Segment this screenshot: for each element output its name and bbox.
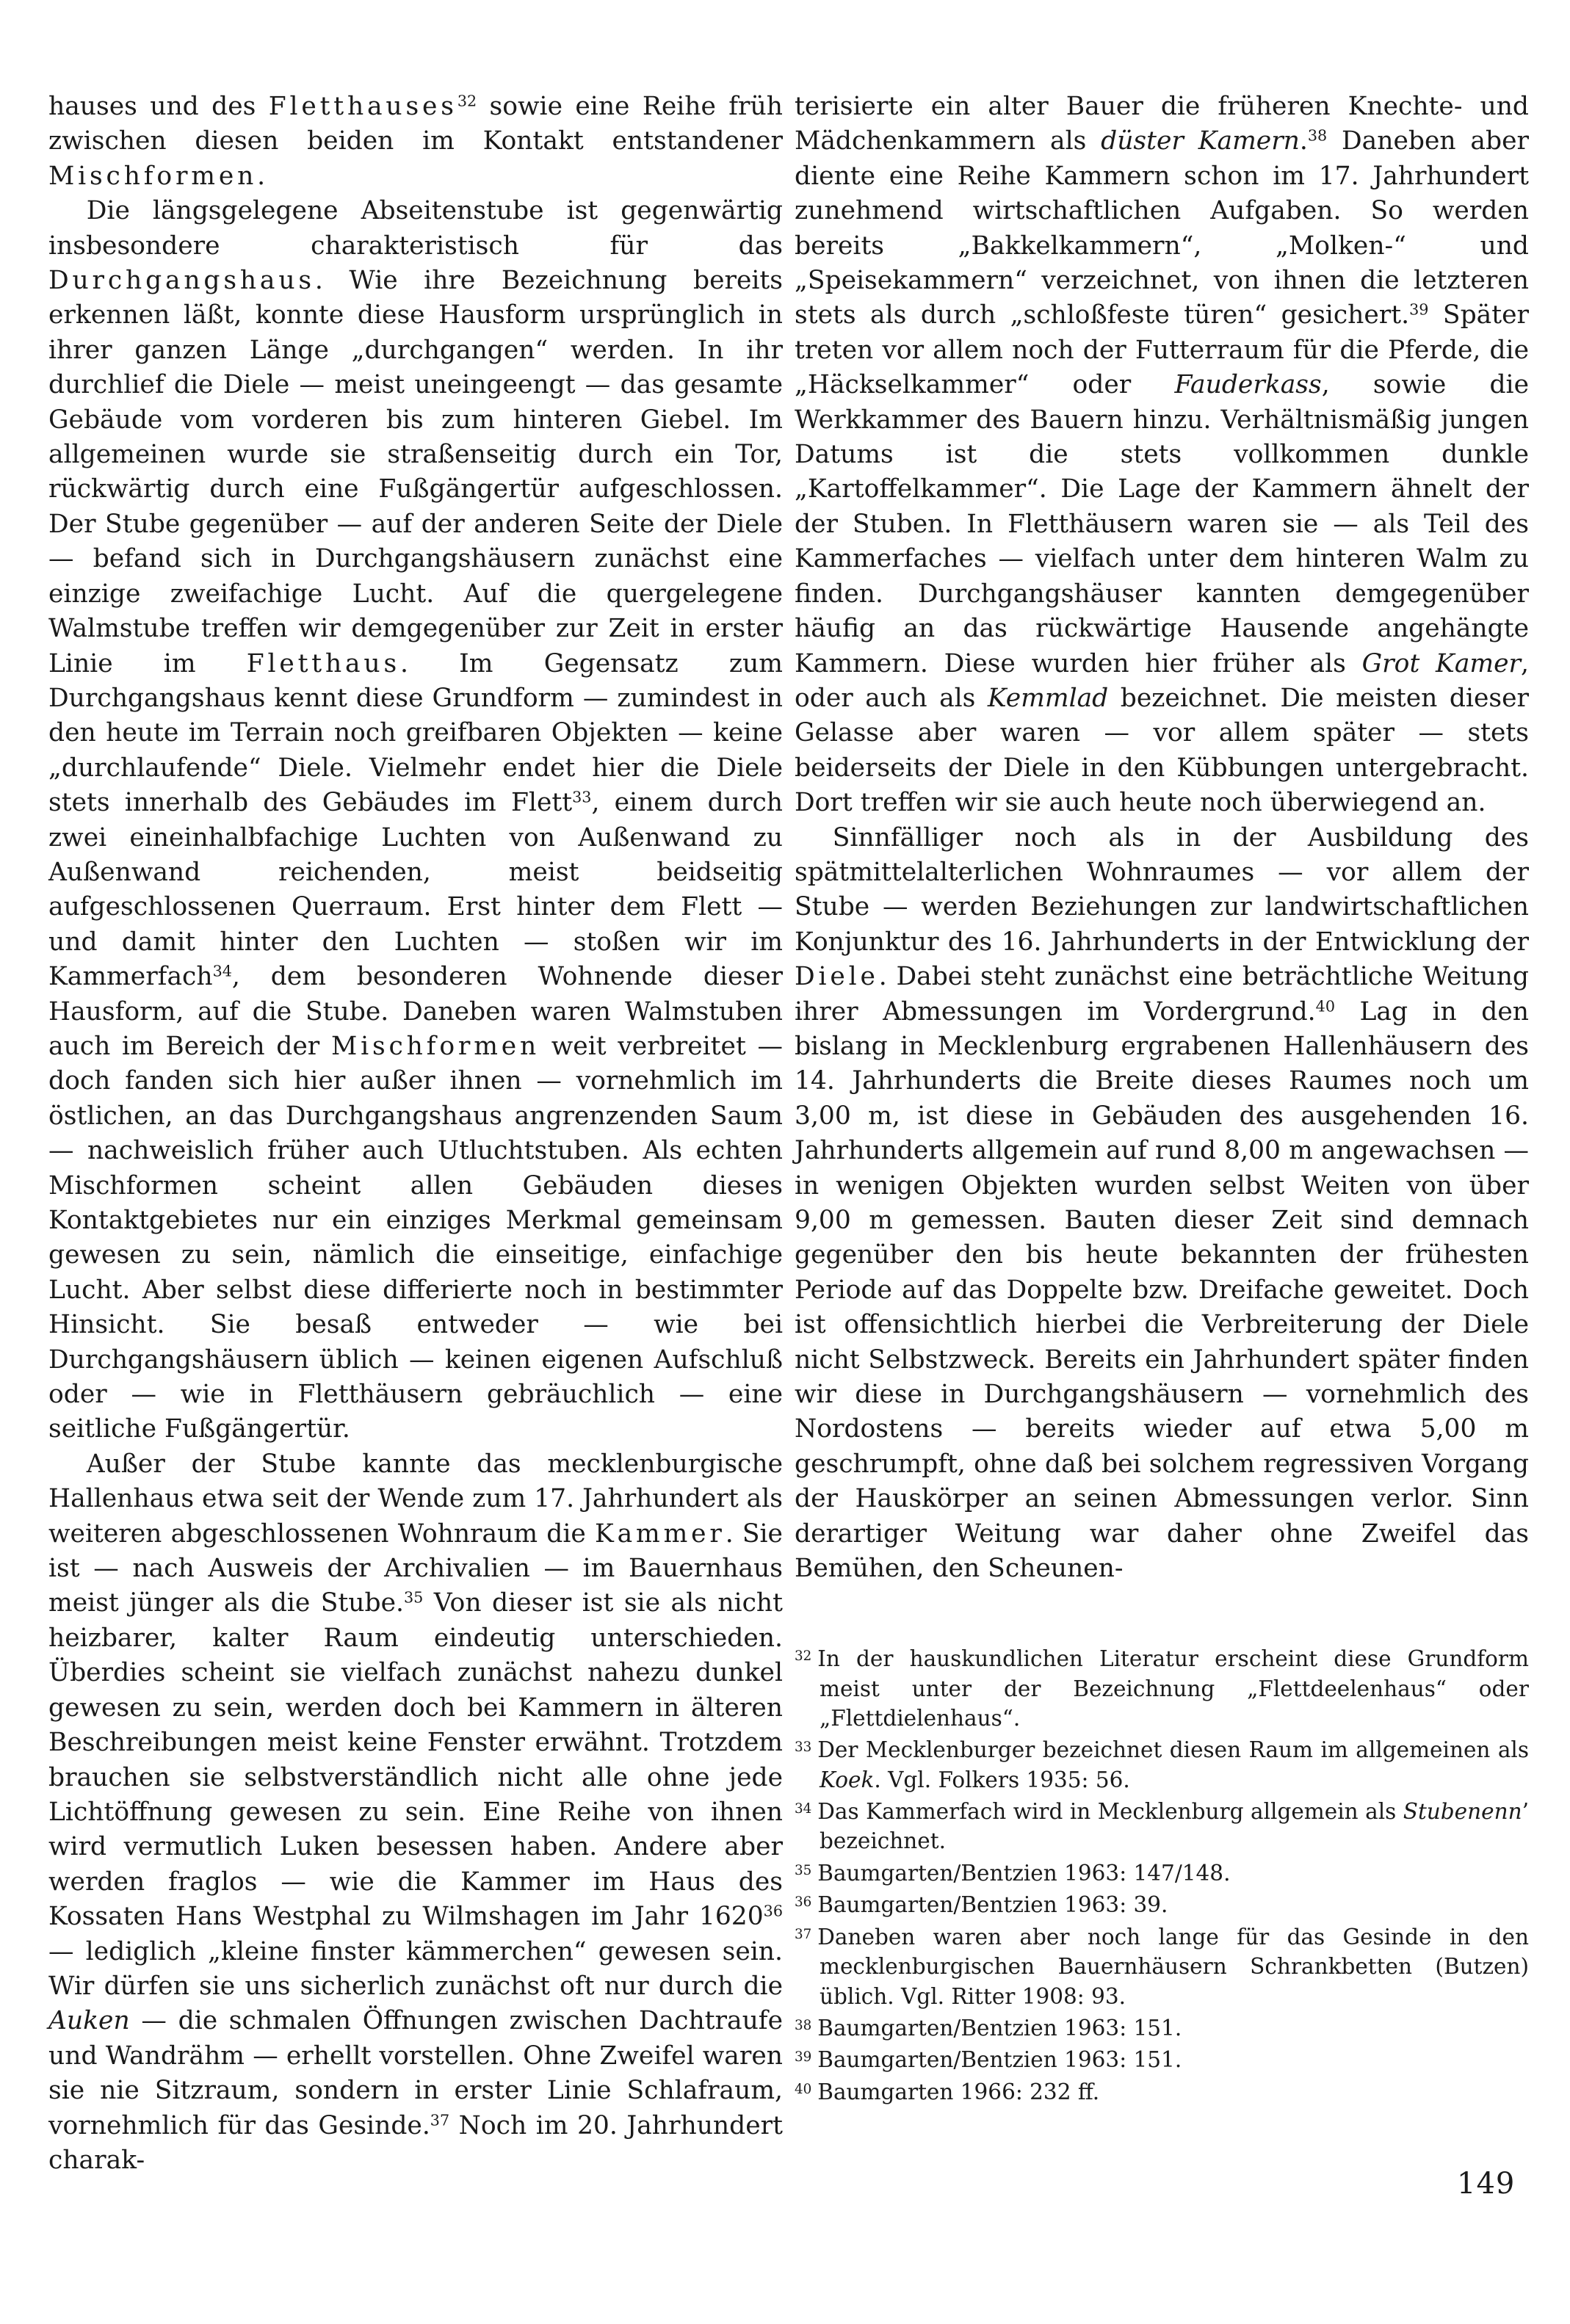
text-run: .	[1299, 126, 1308, 156]
footnote-number: 35	[795, 1862, 812, 1878]
text-run: . Sie ist — nach Ausweis der Archivalien — im Bauernhaus meist jünger als die Stube.	[48, 1518, 783, 1618]
footnote	[795, 2011, 1529, 2044]
italic-term: Grot Kamer	[1361, 648, 1522, 678]
footnote-number: 36	[795, 1894, 812, 1911]
text-run: Noch im 20. Jahrhundert charak-	[48, 2110, 784, 2175]
footnote	[795, 1733, 1529, 1795]
footnote-ref: 40	[1315, 997, 1335, 1016]
text-run: Lag in den bislang in Mecklenburg ergrabenen Hallenhäusern des 14. Jahrhunderts die Breite dieses Raumes noch um 3,00 m, ist diese in Gebäuden des ausgehenden 16. Jahrhunderts allgemein auf rund 8,00 m angewachsen — in wenigen Objekten wurden selbst Weiten von über 9,00 m gemessen. Bauten dieser Zeit sind demnach gegenüber den bis heute bekannten der frühesten Periode auf das Doppelte bzw. Dreifache geweitet. Doch ist offensichtlich hierbei die Verbreiterung der Diele nicht Selbstzweck. Bereits ein Jahrhundert später finden wir diese in Durchgangshäusern — vornehmlich des Nordostens — bereits wieder auf etwa 5,00 m geschrumpft, ohne daß bei solchem regressiven Vorgang der Hauskörper an seinen Abmessungen verlor. Sinn derartiger Weitung war daher ohne Zweifel das Bemühen, den Scheunen-	[795, 996, 1529, 1584]
text-run: terisierte ein alter Bauer die früheren Knechte- und Mädchenkammern als	[795, 92, 1529, 156]
footnote	[795, 1795, 1529, 1856]
text-run: Von dieser ist sie als nicht heizbarer, kalter Raum eindeutig unterschieden. Überdies scheint sie vielfach zunächst nahezu dunkel gewesen zu sein, werden doch bei Kammern in älteren Beschreibungen meist keine Fenster erwähnt. Trotzdem brauchen sie selbstverständlich nicht alle ohne jede Lichtöffnung gewesen zu sein. Eine Reihe von ihnen wird vermutlich Luken besessen haben. Andere aber werden fraglos — wie die Kammer im Haus des Kossaten Hans Westphal zu Wilmshagen im Jahr 1620	[48, 1588, 783, 1932]
spaced-term: Kammer	[595, 1518, 726, 1549]
footnote-ref: 34	[212, 962, 232, 980]
footnote-ref: 35	[403, 1589, 424, 1607]
text-run: Das Kammerfach wird in Mecklenburg allgemein als	[817, 1799, 1403, 1825]
footnote-ref: 39	[1409, 301, 1429, 319]
footnote	[795, 1642, 1529, 1733]
text-run: Außer der Stube kannte das mecklenburgische Hallenhaus etwa seit der Wende zum 17. Jahrhundert als weiteren abgeschlossenen Wohnraum die	[48, 1449, 783, 1549]
text-run: Der Mecklenburger bezeichnet diesen Raum im allgemeinen als	[817, 1737, 1529, 1763]
footnote-number: 37	[795, 1926, 812, 1942]
text-run: Baumgarten/Bentzien 1963: 151.	[817, 2016, 1182, 2041]
text-run: — die schmalen Öffnungen zwischen Dachtraufe und Wandrähm — erhellt vorstellen. Ohne Zweifel waren sie nie Sitzraum, sondern in erster Linie Schlafraum, vornehmlich für das Gesinde.	[48, 2006, 783, 2140]
right-text-column	[795, 90, 1529, 1586]
left-text-column	[48, 90, 783, 2178]
italic-term: Koek	[820, 1767, 875, 1792]
spaced-term: Fletthauses	[268, 92, 457, 121]
paragraph	[48, 90, 783, 194]
text-run: . Dabei steht zunächst eine beträchtliche Weitung ihrer Abmessungen im Vordergrund.	[795, 962, 1529, 1027]
footnote-ref: 38	[1307, 127, 1328, 145]
footnote	[795, 2043, 1529, 2075]
spaced-term: Mischformen	[330, 1031, 540, 1061]
footnote-ref: 32	[457, 92, 477, 110]
text-run: Daneben aber diente eine Reihe Kammern schon im 17. Jahrhundert zunehmend wirtschaftlichen Aufgaben. So werden bereits „Bakkelkammern“, „Molken-“ und „Speisekammern“ verzeichnet, von ihnen die letzteren stets als durch „schloßfeste türen“ gesichert.	[795, 126, 1529, 330]
text-run: . Im Gegensatz zum Durchgangshaus kennt diese Grundform — zumindest in den heute im Terrain noch greifbaren Objekten — keine „durchlaufende“ Diele. Vielmehr endet hier die Diele stets innerhalb des Gebäudes im Flett	[48, 648, 783, 818]
footnote	[795, 1888, 1529, 1920]
italic-term: Kemmlad	[987, 683, 1109, 713]
spaced-term: Durchgangshaus	[48, 266, 315, 296]
footnote-number: 33	[795, 1740, 812, 1756]
page-number: 149	[1457, 2167, 1516, 2201]
footnote-number: 34	[795, 1800, 812, 1817]
footnotes	[795, 1642, 1529, 2107]
italic-term: Auken	[48, 2006, 130, 2036]
text-run: Sinnfälliger noch als in der Ausbildung des spätmittelalterlichen Wohnraumes — vor allem der Stube — werden Beziehungen zur landwirtschaftlichen Konjunktur des 16. Jahrhunderts in der Entwicklung der	[795, 822, 1529, 957]
paragraph	[795, 821, 1529, 1587]
italic-term: Fauderkass	[1174, 370, 1322, 400]
italic-term: Stubenenn	[1403, 1799, 1522, 1825]
text-run: bezeichnet. Die meisten dieser Gelasse aber waren — vor allem später — stets beiderseits der Diele in den Kübbungen untergebracht. Dort treffen wir sie auch heute noch überwiegend an.	[795, 683, 1529, 818]
footnote	[795, 1856, 1529, 1889]
text-run: . Wie ihre Bezeichnung bereits erkennen läßt, konnte diese Hausform ursprünglich in ihrer ganzen Länge „durchgangen“ werden. In ihr durchlief die Diele — meist uneingeengt — das gesamte Gebäude vom vorderen bis zum hinteren Giebel. Im allgemeinen wurde sie straßenseitig durch ein Tor, rückwärtig durch eine Fußgängertür aufgeschlossen. Der Stube gegenüber — auf der anderen Seite der Diele — befand sich in Durchgangshäusern zunächst eine einzige zweifachige Lucht. Auf die quergelegene Walmstube treffen wir demgegenüber zur Zeit in erster Linie im	[48, 266, 783, 678]
footnote	[795, 1920, 1529, 2011]
paragraph	[48, 1447, 783, 2179]
footnote-number: 32	[795, 1648, 812, 1664]
footnote-ref: 36	[763, 1902, 783, 1920]
paragraph	[795, 90, 1529, 821]
footnote-number: 40	[795, 2081, 812, 2097]
text-run: , sowie die Werkkammer des Bauern hinzu. Verhältnismäßig jungen Datums ist die stets vollkommen dunkle „Kartoffelkammer“. Die Lage der Kammern ähnelt der der Stuben. In Fletthäusern waren sie — als Teil des Kammerfaches — vielfach unter dem hinteren Walm zu finden. Durchgangshäuser kannten demgegenüber häufig an das rückwärtige Hausende angehängte Kammern. Diese wurden hier früher als	[795, 370, 1529, 678]
paragraph	[48, 194, 783, 1447]
text-run: .	[257, 161, 266, 191]
text-run: In der hauskundlichen Literatur erscheint diese Grundform meist unter der Bezeichnung „Flettdeelenhaus“ oder „Flettdielenhaus“.	[817, 1646, 1529, 1731]
text-run: Baumgarten/Bentzien 1963: 39.	[817, 1892, 1168, 1918]
text-run: , einem durch zwei eineinhalbfachige Luchten von Außenwand zu Außenwand reichenden, meist beidseitig aufgeschlossenen Querraum. Erst hinter dem Flett — und damit hinter den Luchten — stoßen wir im Kammerfach	[48, 788, 783, 992]
footnote-number: 38	[795, 2017, 812, 2033]
text-run: Daneben waren aber noch lange für das Gesinde in den mecklenburgischen Bauernhäusern Schrankbetten (Butzen) üblich. Vgl. Ritter 1908: 93.	[817, 1924, 1529, 2009]
footnote-ref: 37	[430, 2111, 450, 2129]
text-run: Später treten vor allem noch der Futterraum für die Pferde, die „Häckselkammer“ oder	[795, 300, 1529, 400]
spaced-term: Diele	[795, 962, 879, 992]
spaced-term: Fletthaus	[246, 648, 401, 678]
text-run: . Vgl. Folkers 1935: 56.	[874, 1767, 1130, 1792]
text-run: ’ bezeichnet.	[820, 1799, 1529, 1854]
text-run: Baumgarten/Bentzien 1963: 151.	[817, 2047, 1182, 2073]
text-run: , dem besonderen Wohnende dieser Hausform, auf die Stube. Daneben waren Walmstuben auch im Bereich der	[48, 962, 783, 1061]
footnote-number: 39	[795, 2049, 812, 2066]
text-run: Baumgarten/Bentzien 1963: 147/148.	[817, 1860, 1231, 1886]
text-run: sowie eine Reihe früh zwischen diesen beiden im Kontakt entstandener	[48, 92, 783, 156]
footnote-ref: 33	[572, 788, 592, 806]
text-run: , oder auch als	[795, 648, 1529, 713]
spaced-term: Mischformen	[48, 161, 258, 191]
text-run: weit verbreitet — doch fanden sich hier außer ihnen — vornehmlich im östlichen, an das Durchgangshaus angrenzenden Saum — nachweislich früher auch Utluchtstuben. Als echten Mischformen scheint allen Gebäuden dieses Kontaktgebietes nur ein einziges Merkmal gemeinsam gewesen zu sein, nämlich die einseitige, einfachige Lucht. Aber selbst diese differierte noch in bestimmter Hinsicht. Sie besaß entweder — wie bei Durchgangshäusern üblich — keinen eigenen Aufschluß oder — wie in Fletthäusern gebräuchlich — eine seitliche Fußgängertür.	[48, 1031, 783, 1444]
text-run: hauses und des	[48, 92, 269, 121]
text-run: Baumgarten 1966: 232 ff.	[817, 2079, 1100, 2105]
italic-term: düster Kamern	[1101, 126, 1300, 156]
text-run: — lediglich „kleine finster kämmerchen“ gewesen sein. Wir dürfen sie uns sicherlich zunächst oft nur durch die	[48, 1936, 783, 2001]
text-run: Die längsgelegene Abseitenstube ist gegenwärtig insbesondere charakteristisch für das	[48, 196, 783, 261]
footnote	[795, 2075, 1529, 2107]
